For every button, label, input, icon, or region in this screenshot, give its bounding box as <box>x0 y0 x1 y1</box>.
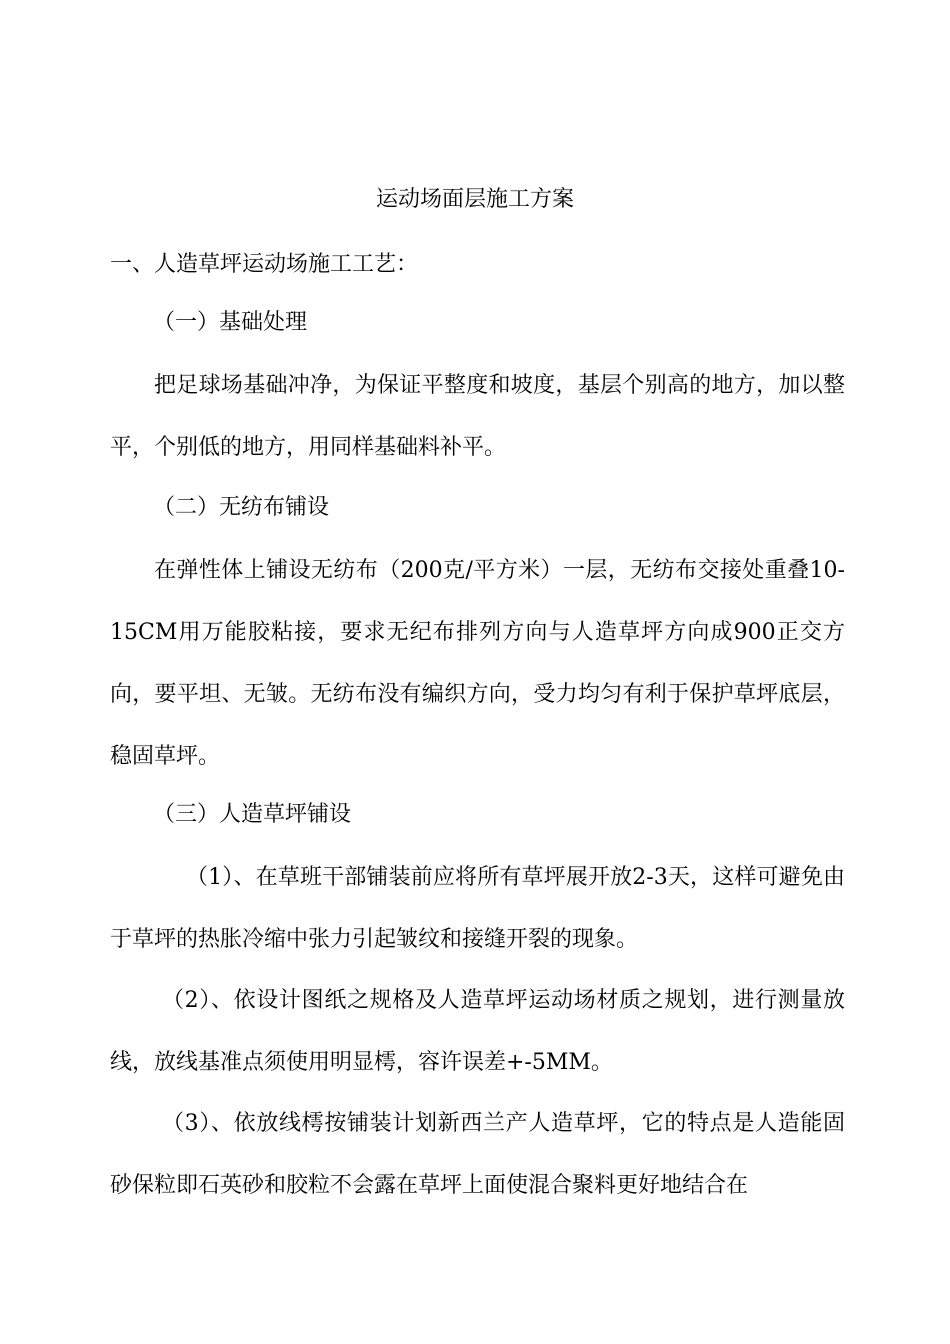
subsection-heading-nonwoven: （二）无纺布铺设 <box>153 495 330 520</box>
subsection-heading-foundation: （一）基础处理 <box>153 310 308 335</box>
paragraph-foundation: 把足球场基础冲净，为保证平整度和坡度，基层个别高的地方，加以整平，个别低的地方，用同样基础料补平。 <box>110 373 845 460</box>
paragraph-nonwoven: 在弹性体上铺设无纺布（200克/平方米）一层，无纺布交接处重叠10-15CM用万能胶粘接，要求无纪布排列方向与人造草坪方向成900正交方向，要平坦、无皱。无纺布没有编织方向，受力均匀有利于保护草坪底层，稳固草坪。 <box>110 558 845 769</box>
document-title: 运动场面层施工方案 <box>375 187 574 212</box>
paragraph-item-3: （3）、依放线樗按铺装计划新西兰产人造草坪，它的特点是人造能固砂保粒即石英砂和胶粒不会露在草坪上面使混合聚料更好地结合在 <box>110 1111 845 1198</box>
subsection-heading-turf-laying: （三）人造草坪铺设 <box>153 802 352 827</box>
paragraph-item-1: （1）、在草班干部铺装前应将所有草坪展开放2-3天，这样可避免由于草坪的热胀冷缩中张力引起皱纹和接缝开裂的现象。 <box>110 865 845 952</box>
section-heading-1: 一、人造草坪运动场施工工艺： <box>110 252 419 277</box>
paragraph-item-2: （2）、依设计图纸之规格及人造草坪运动场材质之规划，进行测量放线，放线基准点须使用明显樗，容许误差+-5MM。 <box>110 988 845 1075</box>
